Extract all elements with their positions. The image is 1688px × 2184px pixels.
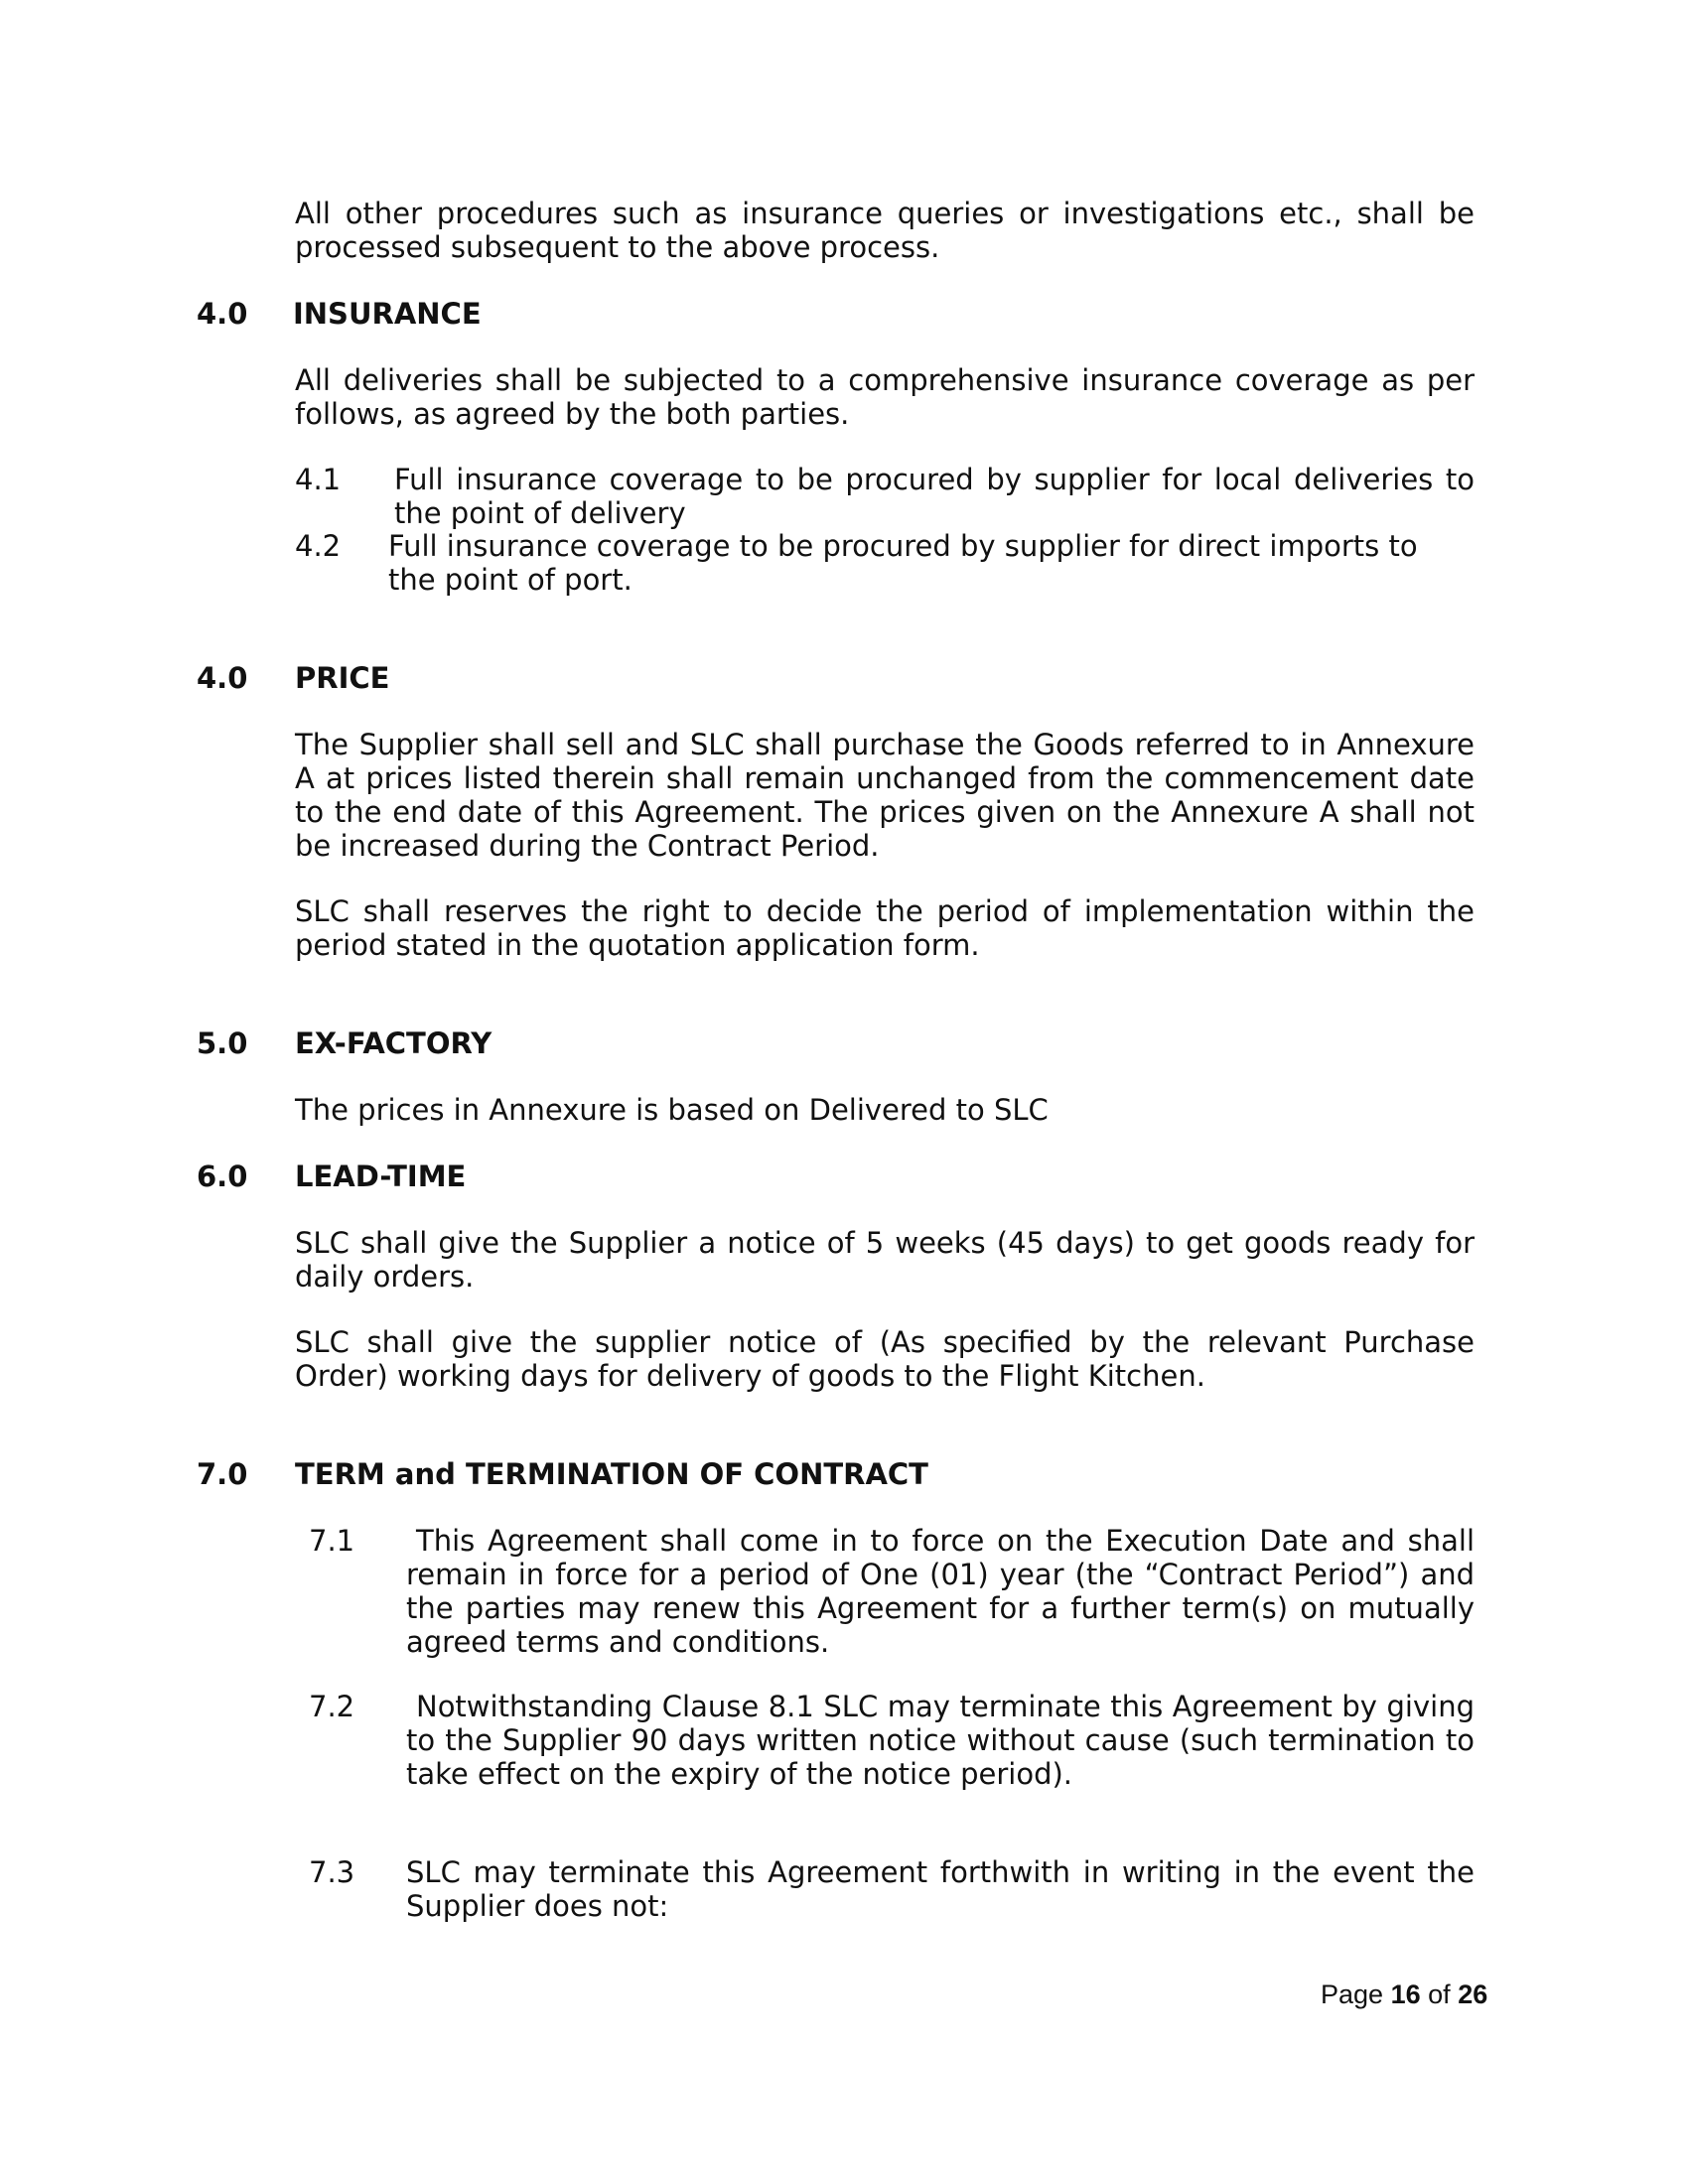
lead-time-paragraph-1: SLC shall give the Supplier a notice of 5 weeks (45 days) to get goods ready for daily orders. xyxy=(295,1226,1475,1294)
section-title-lead-time: LEAD-TIME xyxy=(295,1160,467,1193)
section-number-ex-factory: 5.0 xyxy=(197,1026,248,1060)
section-number-term: 7.0 xyxy=(197,1457,248,1491)
item-text-line2: the point of port. xyxy=(388,563,633,597)
footer-of-word: of xyxy=(1428,1979,1451,2009)
section-title-price: PRICE xyxy=(295,661,390,695)
item-text: Full insurance coverage to be procured by supplier for direct imports to xyxy=(388,529,1418,563)
section-number-price: 4.0 xyxy=(197,661,248,695)
ex-factory-paragraph: The prices in Annexure is based on Delivered to SLC xyxy=(295,1093,1049,1127)
item-text: Full insurance coverage to be procured by supplier for local deliveries to the point of delivery xyxy=(394,463,1475,530)
item-text: SLC may terminate this Agreement forthwith in writing in the event the Supplier does not: xyxy=(406,1855,1475,1923)
price-paragraph-1: The Supplier shall sell and SLC shall purchase the Goods referred to in Annexure A at prices listed therein shall remain unchanged from the commencement date to the end date of this Agreement. The prices given on the Annexure A shall not be increased during the Contract Period. xyxy=(295,728,1475,863)
item-number: 7.2 xyxy=(309,1690,355,1723)
item-number: 7.1 xyxy=(309,1524,355,1558)
item-number: 4.2 xyxy=(295,529,342,563)
lead-time-paragraph-2: SLC shall give the supplier notice of (As specified by the relevant Purchase Order) working days for delivery of goods to the Flight Kitchen. xyxy=(295,1325,1475,1393)
section-title-ex-factory: EX-FACTORY xyxy=(295,1026,492,1060)
section-number-lead-time: 6.0 xyxy=(197,1160,248,1193)
footer-current-page: 16 xyxy=(1390,1979,1421,2009)
page-number-footer xyxy=(1321,1978,1487,2011)
price-paragraph-2: SLC shall reserves the right to decide the period of implementation within the period stated in the quotation application form. xyxy=(295,894,1475,962)
item-text: This Agreement shall come in to force on the Execution Date and shall remain in force for a period of One (01) year (the “Contract Period”) and the parties may renew this Agreement for a further term(s) on mutually agreed terms and conditions. xyxy=(406,1524,1475,1659)
footer-total-pages: 26 xyxy=(1458,1979,1488,2009)
section-title-insurance: INSURANCE xyxy=(293,297,482,331)
item-number: 7.3 xyxy=(309,1855,355,1889)
section-title-term: TERM and TERMINATION OF CONTRACT xyxy=(295,1457,928,1491)
footer-page-word: Page xyxy=(1321,1979,1384,2009)
intro-paragraph: All other procedures such as insurance queries or investigations etc., shall be processed subsequent to the above process. xyxy=(295,197,1475,264)
item-number: 4.1 xyxy=(295,463,342,496)
section-number-insurance: 4.0 xyxy=(197,297,248,331)
item-text: Notwithstanding Clause 8.1 SLC may terminate this Agreement by giving to the Supplier 90 days written notice without cause (such termination to take effect on the expiry of the notice period). xyxy=(406,1690,1475,1791)
insurance-paragraph: All deliveries shall be subjected to a comprehensive insurance coverage as per follows, as agreed by the both parties. xyxy=(295,363,1475,431)
